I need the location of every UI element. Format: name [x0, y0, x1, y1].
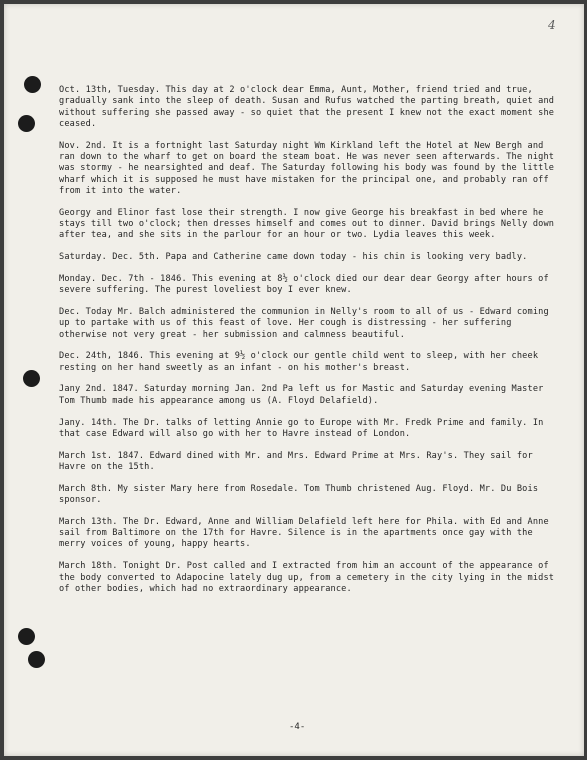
diary-entry-8: Jany 2nd. 1847. Saturday morning Jan. 2nd Pa left us for Mastic and Saturday evening Master Tom Thumb made his appearance among us (A. Floyd Delafield).: [59, 384, 544, 406]
diary-entry-6: Dec. Today Mr. Balch administered the communion in Nelly's room to all of us - Edward coming up to partake with us of this feast of love. Her cough is distressing - her suffering otherwise not very great - her submission and calmness beautiful.: [59, 306, 549, 340]
diary-entry-10: March 1st. 1847. Edward dined with Mr. and Mrs. Edward Prime at Mrs. Ray's. They sail for Havre on the 15th.: [59, 450, 533, 472]
document-page: [4, 4, 584, 756]
diary-entry-1: Oct. 13th, Tuesday. This day at 2 o'clock dear Emma, Aunt, Mother, friend tried and true, gradually sank into the sleep of death. Susan and Rufus watched the parting breath, quiet and without suffering she passed away - so quiet that the present I knew not the exact moment she ceased.: [59, 85, 555, 129]
diary-entry-11: March 8th. My sister Mary here from Rosedale. Tom Thumb christened Aug. Floyd. Mr. Du Bois sponsor.: [59, 483, 539, 506]
punch-hole-1: [24, 76, 41, 93]
punch-hole-5: [28, 651, 45, 668]
punch-hole-4: [18, 628, 35, 645]
page-number: 4: [548, 18, 556, 32]
page-footer: -4-: [289, 722, 306, 732]
punch-hole-3: [23, 370, 40, 387]
diary-entry-7: Dec. 24th, 1846. This evening at 9½ o'clock our gentle child went to sleep, with her cheek resting on her hand sweetly as an infant - on his mother's breast.: [59, 351, 539, 373]
diary-entry-9: Jany. 14th. The Dr. talks of letting Annie go to Europe with Mr. Fredk Prime and family. In that case Edward will also go with her to Havre instead of London.: [59, 417, 544, 439]
diary-entry-13: March 18th. Tonight Dr. Post called and I extracted from him an account of the appearance of the body converted to Adapocine lately dug up, from a cemetery in the city lying in the midst of other bodies, which had no extraordinary appearance.: [59, 561, 555, 594]
diary-entry-12: March 13th. The Dr. Edward, Anne and William Delafield left here for Phila. with Ed and Anne sail from Baltimore on the 17th for Havre. Silence is in the apartments once gay with the merry voices of young, happy hearts.: [59, 516, 549, 550]
punch-hole-2: [18, 115, 35, 132]
diary-text: [59, 85, 559, 606]
diary-entry-5: Monday. Dec. 7th - 1846. This evening at 8½ o'clock died our dear dear Georgy after hours of severe suffering. The purest loveliest boy I ever knew.: [59, 273, 549, 296]
diary-entry-3: Georgy and Elinor fast lose their strength. I now give George his breakfast in bed where he stays till two o'clock; then dresses himself and comes out to dinner. David brings Nelly down after tea, and she sits in the parlour for an hour or two. Lydia leaves this week.: [59, 207, 555, 241]
diary-entry-4: Saturday. Dec. 5th. Papa and Catherine came down today - his chin is looking very badly.: [59, 252, 528, 263]
diary-entry-2: Nov. 2nd. It is a fortnight last Saturday night Wm Kirkland left the Hotel at New Bergh and ran down to the wharf to get on board the steam boat. He was never seen afterwards. The night was stormy - he nearsighted and deaf. The Saturday following his body was found by the little wharf which it is supposed he must have mistaken for the principal one, and probably ran off from it into the water.: [59, 140, 555, 196]
